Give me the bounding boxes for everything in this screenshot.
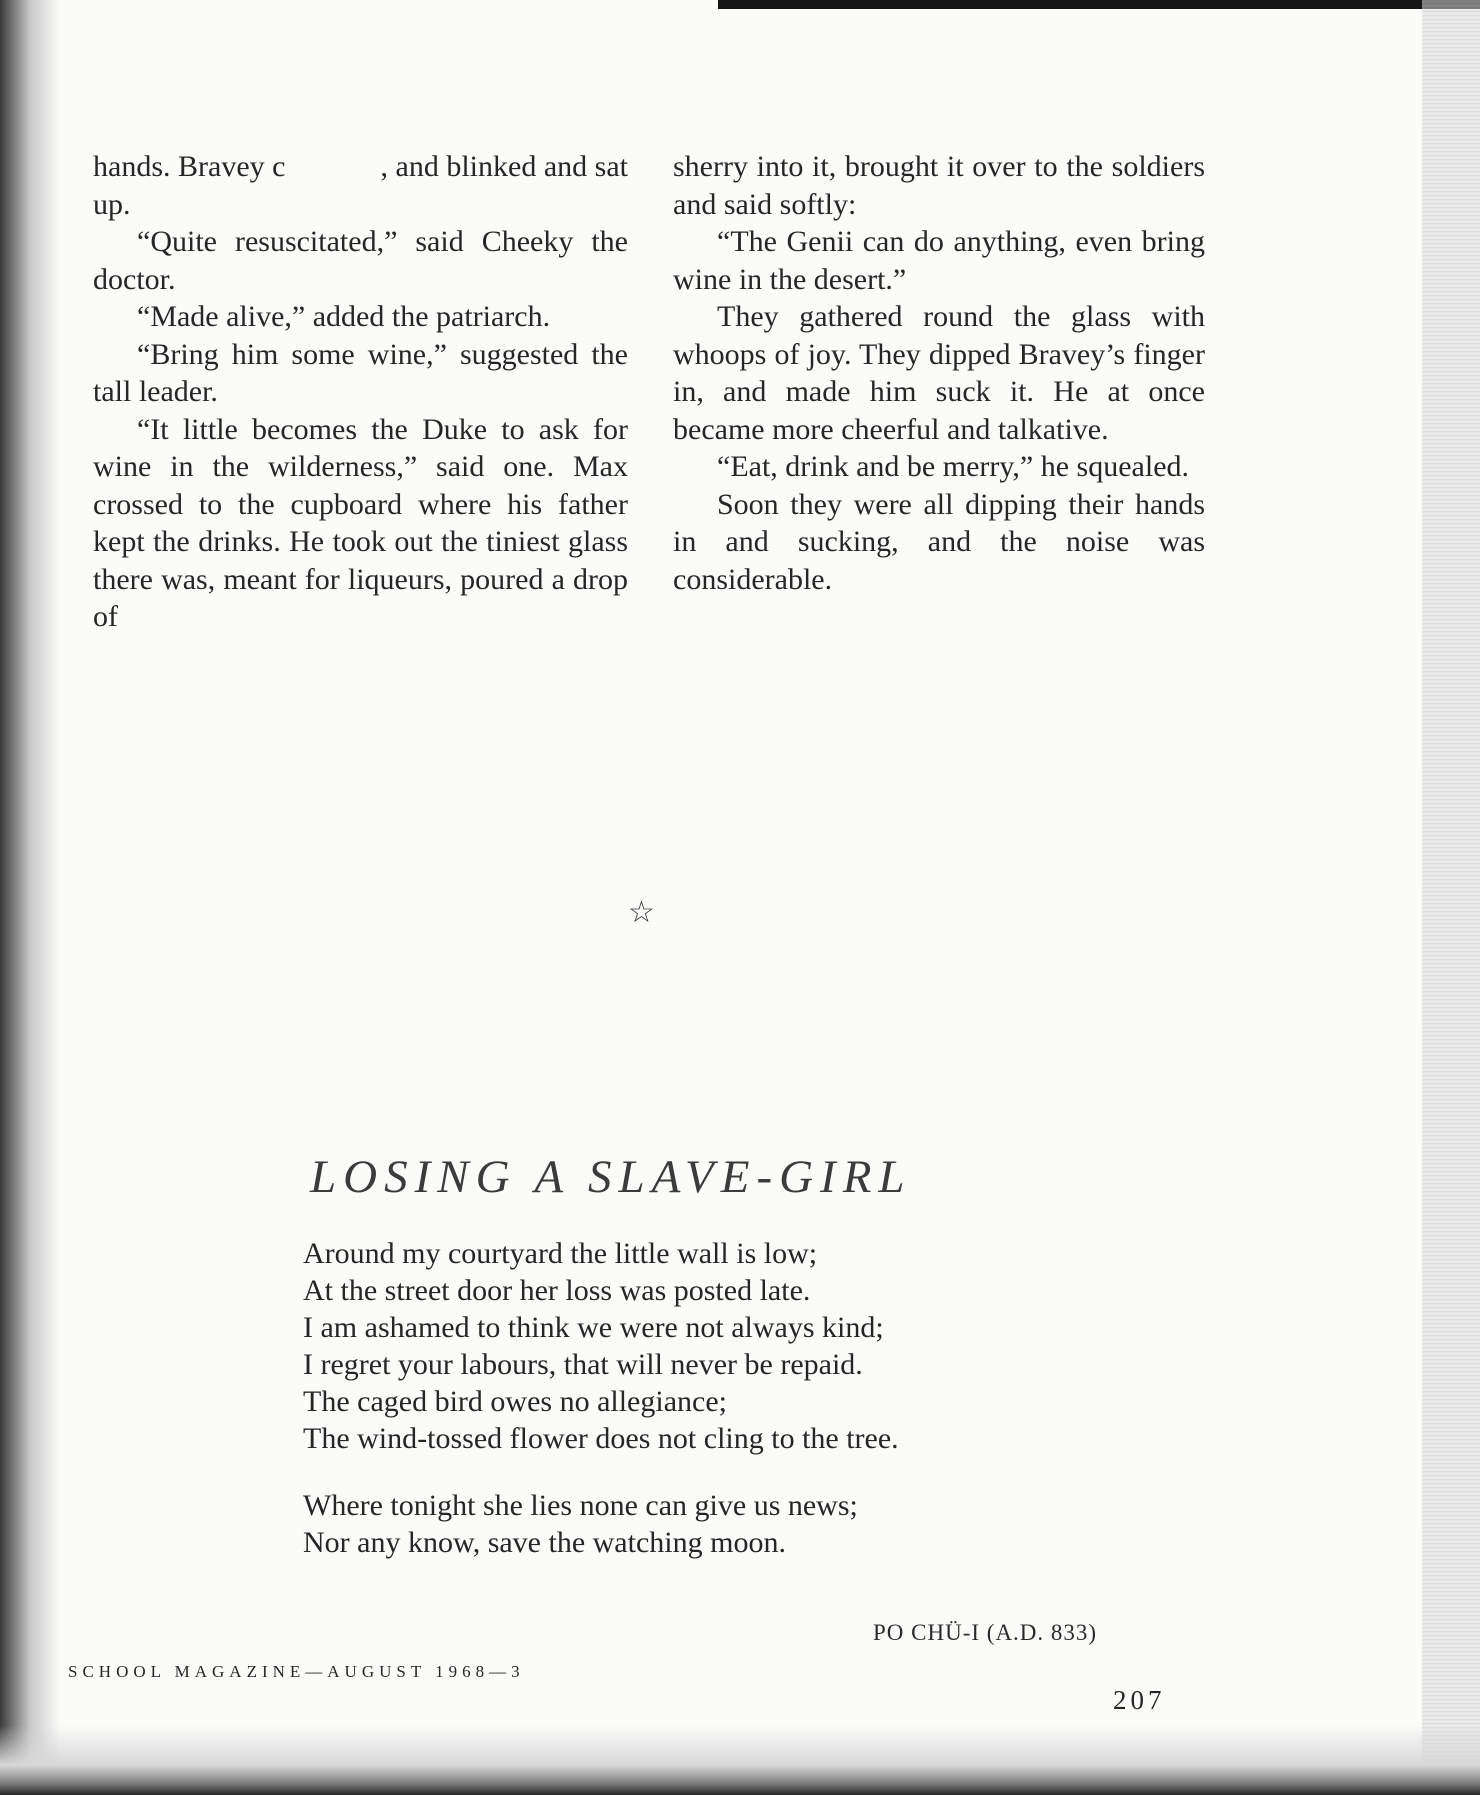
binding-shadow (0, 0, 60, 1795)
story-paragraph: “Quite resuscitated,” said Cheeky the doctor. (93, 225, 628, 296)
poem-line: The caged bird owes no allegiance; (303, 1385, 727, 1418)
story-column-left (93, 148, 628, 636)
story-paragraph: sherry into it, brought it over to the soldiers and said softly: (673, 150, 1205, 221)
poem-line: Nor any know, save the watching moon. (303, 1526, 786, 1559)
poem-line: At the street door her loss was posted late. (303, 1274, 811, 1307)
poem-title: LOSING A SLAVE-GIRL (310, 1151, 912, 1203)
page-edge-right (1422, 0, 1480, 1795)
story-paragraph (93, 148, 628, 223)
poem-line: I am ashamed to think we were not always kind; (303, 1311, 884, 1344)
scan-edge-bottom (0, 1725, 1480, 1795)
poem-line: Around my courtyard the little wall is low; (303, 1237, 818, 1270)
poem-line: I regret your labours, that will never be repaid. (303, 1348, 863, 1381)
story-paragraph: They gathered round the glass with whoops of joy. They dipped Bravey’s finger in, and made him suck it. He at once became more cheerful and talkative. (673, 300, 1205, 446)
star-separator-icon: ☆ (628, 896, 655, 929)
story-paragraph: Soon they were all dipping their hands in and sucking, and the noise was considerable. (673, 487, 1205, 596)
story-paragraph: “Bring him some wine,” suggested the tall leader. (93, 337, 628, 408)
story-text: , and blinked and sat up. (93, 150, 628, 221)
poem-stanza-1 (303, 1235, 1063, 1457)
story-paragraph: “Eat, drink and be merry,” he squealed. (717, 450, 1190, 483)
page-number: 207 (1113, 1685, 1166, 1715)
story-paragraph: “Made alive,” added the patriarch. (137, 300, 551, 333)
story-text: hands. Bravey c (93, 150, 286, 183)
publication-footer: SCHOOL MAGAZINE—AUGUST 1968—3 (68, 1662, 525, 1681)
story-paragraph: “It little becomes the Duke to ask for wine in the wilderness,” said one. Max crossed to the cupboard where his father kept the drinks. He took out the tiniest glass there was, meant for liqueurs, poured a drop of (93, 412, 628, 633)
story-column-right (673, 148, 1205, 598)
poem-line: The wind-tossed flower does not cling to the tree. (303, 1422, 899, 1455)
poem-stanza-2 (303, 1487, 1063, 1561)
scan-edge-top (718, 0, 1480, 9)
poem-author: PO CHÜ-I (A.D. 833) (873, 1620, 1098, 1645)
story-paragraph: “The Genii can do anything, even bring wine in the desert.” (673, 225, 1205, 296)
poem-line: Where tonight she lies none can give us news; (303, 1489, 858, 1522)
